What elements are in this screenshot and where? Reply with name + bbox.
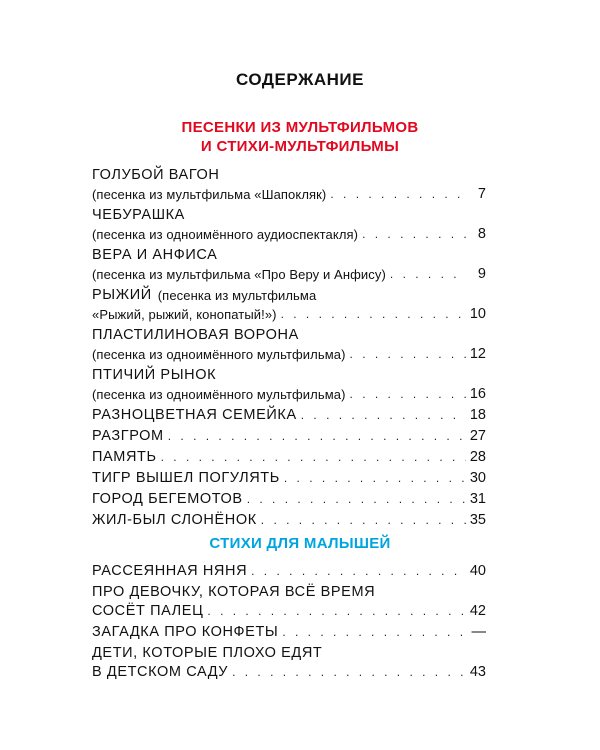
entry-note: «Рыжий, рыжий, конопатый!») bbox=[92, 307, 277, 322]
entry-title: ГОЛУБОЙ ВАГОН bbox=[92, 167, 220, 183]
leader-dots bbox=[161, 448, 466, 467]
leader-dots bbox=[350, 385, 466, 404]
toc-entry[interactable] bbox=[92, 286, 486, 324]
entry-title: СОСЁТ ПАЛЕЦ bbox=[92, 603, 204, 619]
entry-title: ДЕТИ, КОТОРЫЕ ПЛОХО ЕДЯТ bbox=[92, 645, 323, 661]
entry-page: 16 bbox=[469, 386, 486, 402]
leader-dots bbox=[251, 562, 466, 581]
entry-page: 18 bbox=[469, 407, 486, 423]
toc-list-kids bbox=[92, 562, 486, 684]
entry-title: ЧЕБУРАШКА bbox=[92, 207, 185, 223]
leader-dots bbox=[284, 469, 466, 488]
toc-entry[interactable] bbox=[92, 623, 486, 642]
leader-dots bbox=[261, 511, 466, 530]
entry-title: РАЗГРОМ bbox=[92, 428, 164, 444]
leader-dots bbox=[247, 490, 466, 509]
toc-entry[interactable] bbox=[92, 583, 486, 621]
toc-entry[interactable] bbox=[92, 246, 486, 284]
toc-entry[interactable] bbox=[92, 406, 486, 425]
entry-page: 10 bbox=[469, 306, 486, 322]
entry-title: ЖИЛ-БЫЛ СЛОНЁНОК bbox=[92, 512, 257, 528]
entry-title: ВЕРА И АНФИСА bbox=[92, 247, 218, 263]
entry-page: 9 bbox=[477, 266, 486, 282]
leader-dots bbox=[390, 265, 466, 284]
leader-dots bbox=[168, 427, 466, 446]
entry-title: ПАМЯТЬ bbox=[92, 449, 157, 465]
leader-dots bbox=[282, 623, 466, 642]
toc-entry[interactable] bbox=[92, 562, 486, 581]
entry-page: 43 bbox=[469, 664, 486, 680]
entry-page: 31 bbox=[469, 491, 486, 507]
entry-title: ЗАГАДКА ПРО КОНФЕТЫ bbox=[92, 624, 279, 640]
entry-note: (песенка из одноимённого аудиоспектакля) bbox=[92, 227, 359, 242]
entry-page: 8 bbox=[477, 226, 486, 242]
entry-title: РАЗНОЦВЕТНАЯ СЕМЕЙКА bbox=[92, 407, 297, 423]
entry-page: 42 bbox=[469, 603, 486, 619]
toc-list-songs bbox=[92, 166, 486, 532]
toc-entry[interactable] bbox=[92, 511, 486, 530]
toc-entry[interactable] bbox=[92, 366, 486, 404]
toc-entry[interactable] bbox=[92, 427, 486, 446]
page-title: СОДЕРЖАНИЕ bbox=[236, 70, 364, 89]
toc-entry[interactable] bbox=[92, 490, 486, 509]
entry-title: ПРО ДЕВОЧКУ, КОТОРАЯ ВСЁ ВРЕМЯ bbox=[92, 584, 376, 600]
section-heading-line: ПЕСЕНКИ ИЗ МУЛЬТФИЛЬМОВ bbox=[181, 119, 419, 136]
entry-title: РЫЖИЙ bbox=[92, 287, 152, 303]
section-heading-songs bbox=[0, 118, 600, 156]
entry-page: 40 bbox=[469, 563, 486, 579]
entry-page: 7 bbox=[477, 186, 486, 202]
entry-note: (песенка из мультфильма «Шапокляк) bbox=[92, 187, 327, 202]
leader-dots bbox=[301, 406, 466, 425]
section-heading-line: И СТИХИ-МУЛЬТФИЛЬМЫ bbox=[200, 138, 400, 155]
entry-title: РАССЕЯННАЯ НЯНЯ bbox=[92, 563, 248, 579]
entry-title: ПТИЧИЙ РЫНОК bbox=[92, 367, 217, 383]
entry-note: (песенка из мультфильма bbox=[157, 288, 317, 303]
leader-dots bbox=[281, 305, 466, 324]
entry-note: (песенка из мультфильма «Про Веру и Анфису) bbox=[92, 267, 386, 282]
entry-title: ТИГР ВЫШЕЛ ПОГУЛЯТЬ bbox=[92, 470, 280, 486]
entry-note: (песенка из одноимённого мультфильма) bbox=[92, 347, 346, 362]
entry-page: 12 bbox=[469, 346, 486, 362]
leader-dots bbox=[232, 663, 466, 682]
entry-page: — bbox=[471, 624, 486, 640]
entry-title: В ДЕТСКОМ САДУ bbox=[92, 664, 229, 680]
toc-entry[interactable] bbox=[92, 448, 486, 467]
entry-title: ПЛАСТИЛИНОВАЯ ВОРОНА bbox=[92, 327, 299, 343]
entry-page: 30 bbox=[469, 470, 486, 486]
entry-title: ГОРОД БЕГЕМОТОВ bbox=[92, 491, 243, 507]
leader-dots bbox=[207, 602, 465, 621]
leader-dots bbox=[350, 345, 466, 364]
section-heading-kids: СТИХИ ДЛЯ МАЛЫШЕЙ bbox=[209, 535, 391, 552]
toc-entry[interactable] bbox=[92, 469, 486, 488]
leader-dots bbox=[362, 225, 466, 244]
entry-page: 27 bbox=[469, 428, 486, 444]
entry-page: 35 bbox=[469, 512, 486, 528]
toc-entry[interactable] bbox=[92, 644, 486, 682]
entry-page: 28 bbox=[469, 449, 486, 465]
toc-entry[interactable] bbox=[92, 206, 486, 244]
entry-note: (песенка из одноимённого мультфильма) bbox=[92, 387, 346, 402]
leader-dots bbox=[330, 185, 466, 204]
toc-entry[interactable] bbox=[92, 166, 486, 204]
toc-entry[interactable] bbox=[92, 326, 486, 364]
